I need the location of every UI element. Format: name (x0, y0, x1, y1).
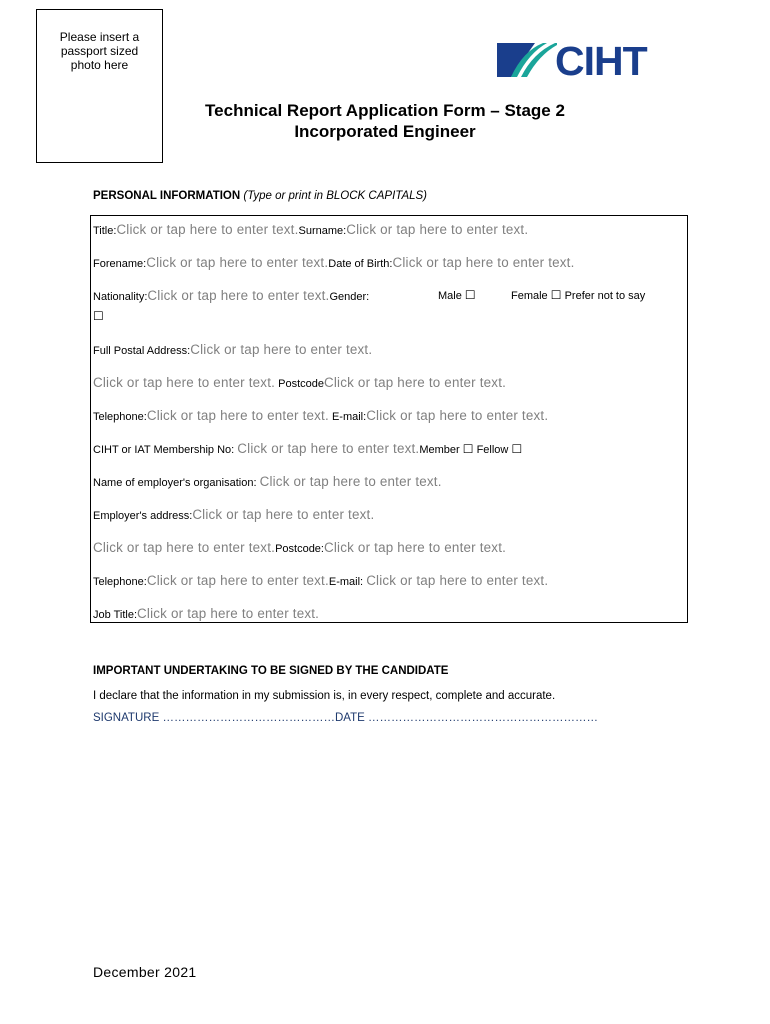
title-input[interactable]: Click or tap here to enter text. (116, 222, 299, 237)
signature-label: SIGNATURE (93, 712, 160, 724)
date-field[interactable]: …………………………………………………… (367, 712, 598, 724)
signature-field[interactable]: ……………………………………… (162, 712, 335, 724)
fellow-label: Fellow (476, 444, 509, 456)
prefer-not-to-say-checkbox[interactable]: ☐ (93, 309, 104, 323)
email-label: E-mail: (331, 411, 367, 423)
prefer-not-to-say-label: Prefer not to say (564, 290, 646, 302)
surname-label: Surname: (298, 225, 347, 237)
email-input[interactable]: Click or tap here to enter text. (366, 408, 549, 423)
signature-line (93, 712, 598, 724)
member-checkbox[interactable]: ☐ (462, 442, 474, 456)
surname-input[interactable]: Click or tap here to enter text. (346, 222, 529, 237)
declaration-text: I declare that the information in my submission is, in every respect, complete and accurate. (93, 690, 556, 702)
form-title (150, 100, 620, 142)
row-address-postcode (93, 375, 506, 390)
employer-email-input[interactable]: Click or tap here to enter text. (366, 573, 549, 588)
gender-male-option (438, 288, 476, 302)
gender-label: Gender: (329, 291, 370, 303)
female-label: Female (511, 290, 548, 302)
male-label: Male (438, 290, 462, 302)
address-label: Full Postal Address: (93, 345, 191, 357)
dob-label: Date of Birth: (328, 258, 393, 270)
employer-address-line-2-input[interactable]: Click or tap here to enter text. (93, 540, 276, 555)
form-title-line-1: Technical Report Application Form – Stage 2 (205, 101, 565, 120)
nationality-label: Nationality: (93, 291, 148, 303)
employer-postcode-input[interactable]: Click or tap here to enter text. (323, 540, 507, 555)
employer-telephone-label: Telephone: (93, 576, 147, 588)
block-capitals-note: (Type or print in BLOCK CAPITALS) (243, 190, 428, 202)
gender-female-option (511, 288, 645, 302)
row-forename-dob (93, 255, 575, 270)
photo-box-line-2: passport sized (60, 44, 139, 58)
date-label: DATE (334, 712, 365, 724)
employer-address-label: Employer's address: (93, 510, 193, 522)
member-label: Member (419, 444, 460, 456)
postcode-label: Postcode (278, 378, 324, 390)
job-title-input[interactable]: Click or tap here to enter text. (137, 606, 320, 621)
row-employer-address-postcode (93, 540, 506, 555)
male-checkbox[interactable]: ☐ (464, 288, 476, 302)
telephone-label: Telephone: (93, 411, 147, 423)
dob-input[interactable]: Click or tap here to enter text. (392, 255, 575, 270)
employer-address-input[interactable]: Click or tap here to enter text. (192, 507, 375, 522)
job-title-label: Job Title: (93, 609, 138, 621)
row-telephone-email (93, 408, 548, 423)
row-job-title (93, 606, 319, 621)
nationality-input[interactable]: Click or tap here to enter text. (147, 288, 330, 303)
female-checkbox[interactable]: ☐ (550, 288, 562, 302)
personal-information-heading (93, 190, 427, 202)
row-employer-address (93, 507, 374, 522)
title-label: Title: (93, 225, 117, 237)
membership-label: CIHT or IAT Membership No: (93, 444, 235, 456)
forename-label: Forename: (93, 258, 147, 270)
row-membership (93, 441, 522, 456)
forename-input[interactable]: Click or tap here to enter text. (146, 255, 329, 270)
row-employer-organisation (93, 474, 442, 489)
postcode-input[interactable]: Click or tap here to enter text. (324, 375, 507, 390)
row-prefer-not-checkbox (93, 309, 104, 323)
undertaking-heading: IMPORTANT UNDERTAKING TO BE SIGNED BY THE CANDIDATE (93, 665, 449, 677)
photo-box-line-1: Please insert a (59, 30, 140, 44)
personal-information-title: PERSONAL INFORMATION (93, 190, 241, 202)
employer-postcode-label: Postcode: (275, 543, 324, 555)
address-line-2-input[interactable]: Click or tap here to enter text. (93, 375, 276, 390)
fellow-checkbox[interactable]: ☐ (511, 442, 523, 456)
employer-email-label: E-mail: (328, 576, 364, 588)
row-employer-telephone-email (93, 573, 548, 588)
employer-org-input[interactable]: Click or tap here to enter text. (259, 474, 442, 489)
row-title-surname (93, 222, 528, 237)
row-postal-address (93, 342, 372, 357)
telephone-input[interactable]: Click or tap here to enter text. (146, 408, 329, 423)
photo-box-line-3: photo here (70, 58, 129, 72)
row-nationality-gender (93, 288, 678, 303)
ciht-logo-mark-icon (497, 43, 557, 79)
membership-input[interactable]: Click or tap here to enter text. (237, 441, 420, 456)
footer-date: December 2021 (93, 964, 197, 980)
employer-org-label: Name of employer's organisation: (93, 477, 257, 489)
ciht-logo-text: CIHT (555, 38, 647, 84)
address-input[interactable]: Click or tap here to enter text. (190, 342, 373, 357)
employer-telephone-input[interactable]: Click or tap here to enter text. (146, 573, 329, 588)
photo-placeholder-box (36, 9, 163, 163)
form-title-line-2: Incorporated Engineer (294, 122, 476, 141)
ciht-logo (497, 38, 677, 84)
